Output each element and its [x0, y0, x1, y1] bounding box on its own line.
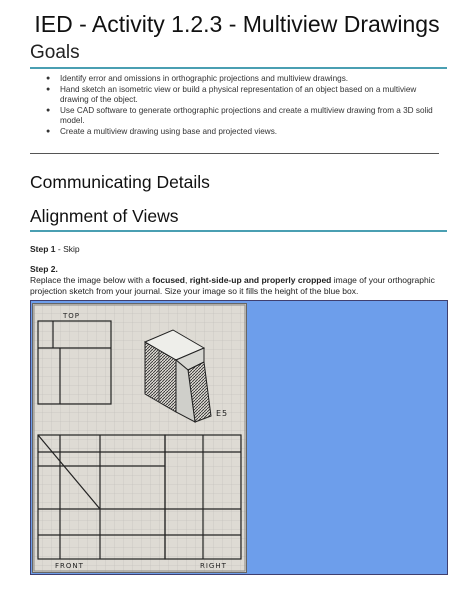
bullet-icon: ●: [46, 106, 51, 114]
step-2-instructions: Replace the image below with a focused, right-side-up and properly cropped image of your orthographic projection sketch from your journal. Size your image so it fills the height of the blue box.: [30, 275, 435, 296]
goals-list: [46, 74, 444, 137]
iso-note-label: E5: [216, 409, 229, 418]
section-divider: [30, 153, 439, 154]
goal-item: ● Hand sketch an isometric view or build a physical representation of an object based on a multiview drawing of the object.: [46, 84, 417, 104]
bullet-icon: ●: [46, 127, 51, 135]
step-1: Step 1 - Skip: [30, 244, 80, 254]
sketch-drawing: [33, 304, 246, 572]
top-view-label: TOP: [63, 312, 81, 320]
alignment-divider: [30, 230, 447, 232]
goals-divider: [30, 67, 447, 69]
page-title: IED - Activity 1.2.3 - Multiview Drawings: [34, 11, 440, 37]
step-2-label: Step 2.: [30, 264, 58, 274]
sketch-photo[interactable]: [32, 303, 247, 573]
bullet-icon: ●: [46, 85, 51, 93]
goal-item: ● Create a multiview drawing using base and projected views.: [46, 126, 278, 136]
goal-item: ● Identify error and omissions in orthographic projections and multiview drawings.: [46, 74, 349, 83]
bullet-icon: ●: [46, 75, 51, 82]
goal-item: ● Use CAD software to generate orthographic projections and create a multiview drawing from a 3D solid model.: [46, 105, 433, 125]
heading-communicating-details: Communicating Details: [30, 172, 210, 192]
right-view-label: RIGHT: [200, 562, 227, 570]
heading-alignment-of-views: Alignment of Views: [30, 206, 179, 226]
front-view-label: FRONT: [55, 562, 84, 570]
goals-heading: Goals: [30, 42, 80, 63]
